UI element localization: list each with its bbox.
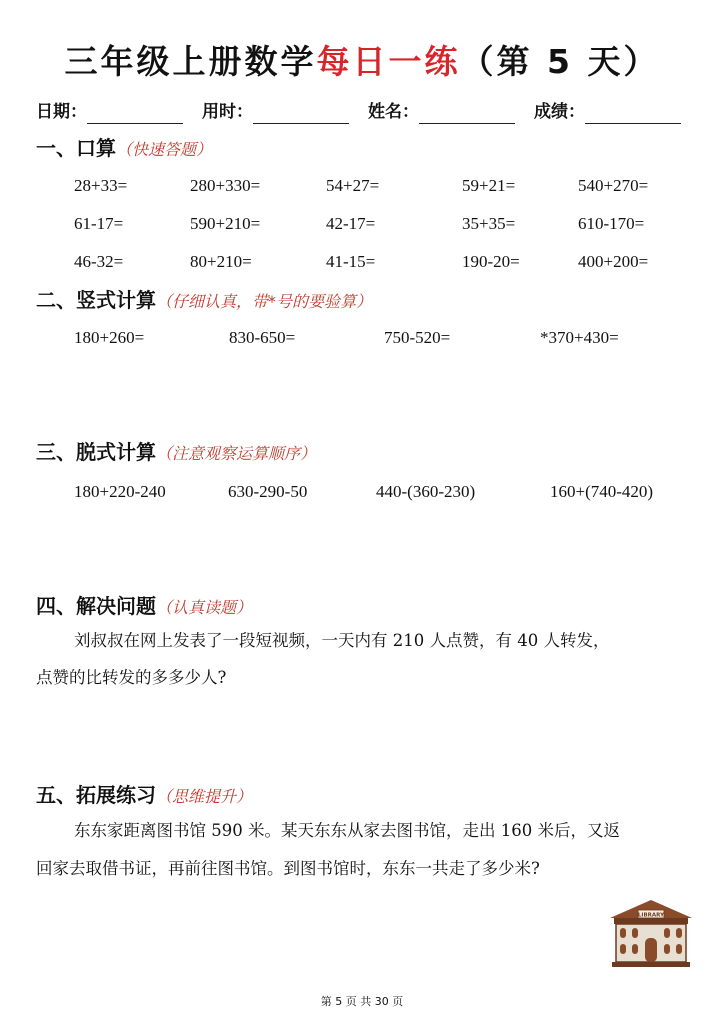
section-2-heading: [36, 286, 372, 316]
vertical-item: 750-520=: [384, 328, 451, 347]
oral-item: 28+33=: [74, 176, 128, 195]
stepwise-item: 630-290-50: [228, 482, 308, 501]
page-number: 第 5 页 共 30 页: [320, 995, 404, 1008]
date-label: 日期：: [36, 102, 87, 122]
title-main: 三年级上册数学: [64, 42, 317, 81]
stepwise-item: 160+(740-420): [550, 482, 654, 501]
section-3-heading: [36, 438, 316, 468]
extension-text-line-1: 东东家距离图书馆 590 米。某天东东从家去图书馆，走出 160 米后，又返: [74, 821, 620, 840]
oral-item: 61-17=: [74, 214, 124, 233]
library-sign: LIBRARY: [637, 912, 665, 919]
vertical-item: 830-650=: [229, 328, 296, 347]
name-field: [368, 100, 515, 124]
stepwise-item: 180+220-240: [74, 482, 166, 501]
problem-text-line-1: 刘叔叔在网上发表了一段短视频，一天内有 210 人点赞，有 40 人转发，: [74, 631, 610, 650]
time-blank[interactable]: [253, 103, 349, 124]
section-4-heading: [36, 592, 252, 622]
time-field: [202, 100, 349, 124]
score-field: [534, 100, 681, 124]
oral-item: 590+210=: [190, 214, 261, 233]
page-title: [0, 40, 724, 84]
section-1-heading: [36, 134, 212, 164]
vertical-item: *370+430=: [540, 328, 619, 347]
date-field: [36, 100, 183, 124]
section-5-heading: [36, 781, 252, 811]
name-label: 姓名：: [368, 102, 419, 122]
score-blank[interactable]: [585, 103, 681, 124]
oral-item: 54+27=: [326, 176, 380, 195]
section-3-title: 三、脱式计算: [36, 440, 156, 464]
title-highlight: 每日一练: [316, 42, 461, 81]
oral-item: 540+270=: [578, 176, 649, 195]
section-1-hint: （快速答题）: [116, 140, 213, 159]
oral-item: 400+200=: [578, 252, 649, 271]
problem-text-line-2: 点赞的比转发的多多少人?: [36, 668, 227, 687]
section-3-hint: （注意观察运算顺序）: [156, 444, 317, 463]
extension-text-line-2: 回家去取借书证，再前往图书馆。到图书馆时，东东一共走了多少米?: [36, 859, 540, 878]
vertical-item: 180+260=: [74, 328, 145, 347]
oral-item: 190-20=: [462, 252, 520, 271]
oral-item: 59+21=: [462, 176, 516, 195]
title-day: （第 5 天）: [460, 42, 660, 81]
score-label: 成绩：: [534, 102, 585, 122]
time-label: 用时：: [202, 102, 253, 122]
section-2-hint: （仔细认真，带*号的要验算）: [156, 292, 373, 311]
section-5-title: 五、拓展练习: [36, 783, 156, 807]
oral-item: 610-170=: [578, 214, 645, 233]
name-blank[interactable]: [419, 103, 515, 124]
section-4-title: 四、解决问题: [36, 594, 156, 618]
stepwise-item: 440-(360-230): [376, 482, 476, 501]
oral-item: 35+35=: [462, 214, 516, 233]
oral-item: 42-17=: [326, 214, 376, 233]
library-building-icon: [608, 898, 694, 968]
date-blank[interactable]: [87, 103, 183, 124]
oral-item: 80+210=: [190, 252, 252, 271]
section-1-title: 一、口算: [36, 136, 116, 160]
section-4-hint: （认真读题）: [156, 598, 253, 617]
section-5-hint: （思维提升）: [156, 787, 253, 806]
oral-item: 46-32=: [74, 252, 124, 271]
oral-item: 41-15=: [326, 252, 376, 271]
oral-item: 280+330=: [190, 176, 261, 195]
section-2-title: 二、竖式计算: [36, 288, 156, 312]
